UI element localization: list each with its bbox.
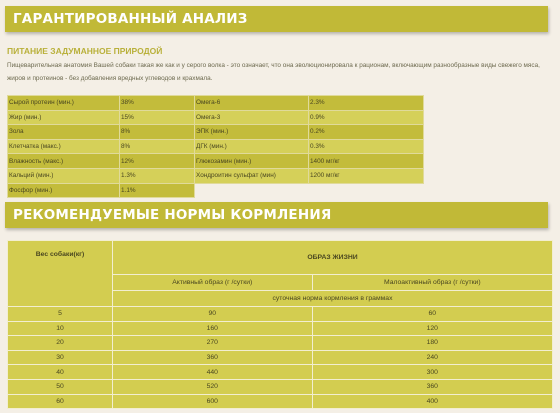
feeding-low-active: 240 xyxy=(312,350,552,365)
feeding-active: 520 xyxy=(113,379,313,394)
analysis-name: Жир (мин.) xyxy=(8,110,120,125)
analysis-name: ДГК (мин.) xyxy=(195,139,309,154)
feeding-row xyxy=(8,394,553,409)
feeding-row xyxy=(8,321,553,336)
analysis-name: Клетчатка (макс.) xyxy=(8,139,120,154)
analysis-value xyxy=(309,183,424,198)
analysis-value: 8% xyxy=(120,125,195,140)
analysis-value: 0.2% xyxy=(309,125,424,140)
analysis-value: 1.3% xyxy=(120,168,195,183)
analysis-value: 0.3% xyxy=(309,139,424,154)
section-title-feeding: РЕКОМЕНДУЕМЫЕ НОРМЫ КОРМЛЕНИЯ xyxy=(13,207,332,223)
analysis-row xyxy=(8,139,424,154)
analysis-name: Омега-3 xyxy=(195,110,309,125)
analysis-row xyxy=(8,96,424,111)
feeding-row xyxy=(8,379,553,394)
feeding-low-active: 360 xyxy=(312,379,552,394)
feeding-active: 600 xyxy=(113,394,313,409)
feeding-low-active: 60 xyxy=(312,307,552,322)
feeding-low-active: 300 xyxy=(312,365,552,380)
feeding-active: 440 xyxy=(113,365,313,380)
analysis-value: 15% xyxy=(120,110,195,125)
analysis-name xyxy=(195,183,309,198)
feeding-low-active: 400 xyxy=(312,394,552,409)
analysis-name: Сырой протеин (мин.) xyxy=(8,96,120,111)
feeding-weight: 10 xyxy=(8,321,113,336)
analysis-name: Фосфор (мин.) xyxy=(8,183,120,198)
feeding-weight: 40 xyxy=(8,365,113,380)
intro-paragraph: Пищеварительная анатомия Вашей собаки такая же как и у серого волка - это означает, что она эволюционировала к рационам, включающим разнообразные виды свежего мяса, жиров и протеинов - без добавления вредных углеводов и крахмала. xyxy=(7,62,540,82)
section-banner-feeding xyxy=(5,202,548,228)
feeding-weight: 60 xyxy=(8,394,113,409)
feeding-active: 90 xyxy=(113,307,313,322)
feeding-weight: 50 xyxy=(8,379,113,394)
feeding-active: 160 xyxy=(113,321,313,336)
section-title-analysis: ГАРАНТИРОВАННЫЙ АНАЛИЗ xyxy=(13,11,248,27)
header-low-active: Малоактивный образ (г /сутки) xyxy=(312,274,552,291)
analysis-row xyxy=(8,154,424,169)
feeding-active: 270 xyxy=(113,336,313,351)
header-active: Активный образ (г /сутки) xyxy=(113,274,313,291)
header-lifestyle: ОБРАЗ ЖИЗНИ xyxy=(113,241,553,275)
analysis-value: 38% xyxy=(120,96,195,111)
analysis-value: 1.1% xyxy=(120,183,195,198)
feeding-weight: 20 xyxy=(8,336,113,351)
feeding-low-active: 120 xyxy=(312,321,552,336)
section-banner-analysis xyxy=(5,6,548,32)
analysis-value: 8% xyxy=(120,139,195,154)
analysis-row xyxy=(8,168,424,183)
analysis-value: 1200 мг/кг xyxy=(309,168,424,183)
analysis-name: Глюкозамин (мин.) xyxy=(195,154,309,169)
feeding-row xyxy=(8,350,553,365)
header-weight: Вес собаки(кг) xyxy=(8,241,113,307)
section-subtitle: ПИТАНИЕ ЗАДУМАННОЕ ПРИРОДОЙ xyxy=(7,46,163,56)
analysis-name: Зола xyxy=(8,125,120,140)
feeding-weight: 30 xyxy=(8,350,113,365)
feeding-weight: 5 xyxy=(8,307,113,322)
analysis-row xyxy=(8,110,424,125)
analysis-value: 12% xyxy=(120,154,195,169)
header-norm: суточная норма кормления в граммах xyxy=(113,291,553,307)
feeding-row xyxy=(8,336,553,351)
analysis-row xyxy=(8,183,424,198)
feeding-active: 360 xyxy=(113,350,313,365)
analysis-value: 1400 мг/кг xyxy=(309,154,424,169)
analysis-name: ЭПК (мин.) xyxy=(195,125,309,140)
analysis-name: Омега-6 xyxy=(195,96,309,111)
feeding-table xyxy=(7,240,553,409)
feeding-row xyxy=(8,365,553,380)
feeding-low-active: 180 xyxy=(312,336,552,351)
analysis-table xyxy=(7,95,424,198)
analysis-name: Кальций (мин.) xyxy=(8,168,120,183)
feeding-row xyxy=(8,307,553,322)
analysis-value: 0.9% xyxy=(309,110,424,125)
analysis-name: Влажность (макс.) xyxy=(8,154,120,169)
analysis-row xyxy=(8,125,424,140)
analysis-value: 2.3% xyxy=(309,96,424,111)
analysis-name: Хондроитин сульфат (мин) xyxy=(195,168,309,183)
